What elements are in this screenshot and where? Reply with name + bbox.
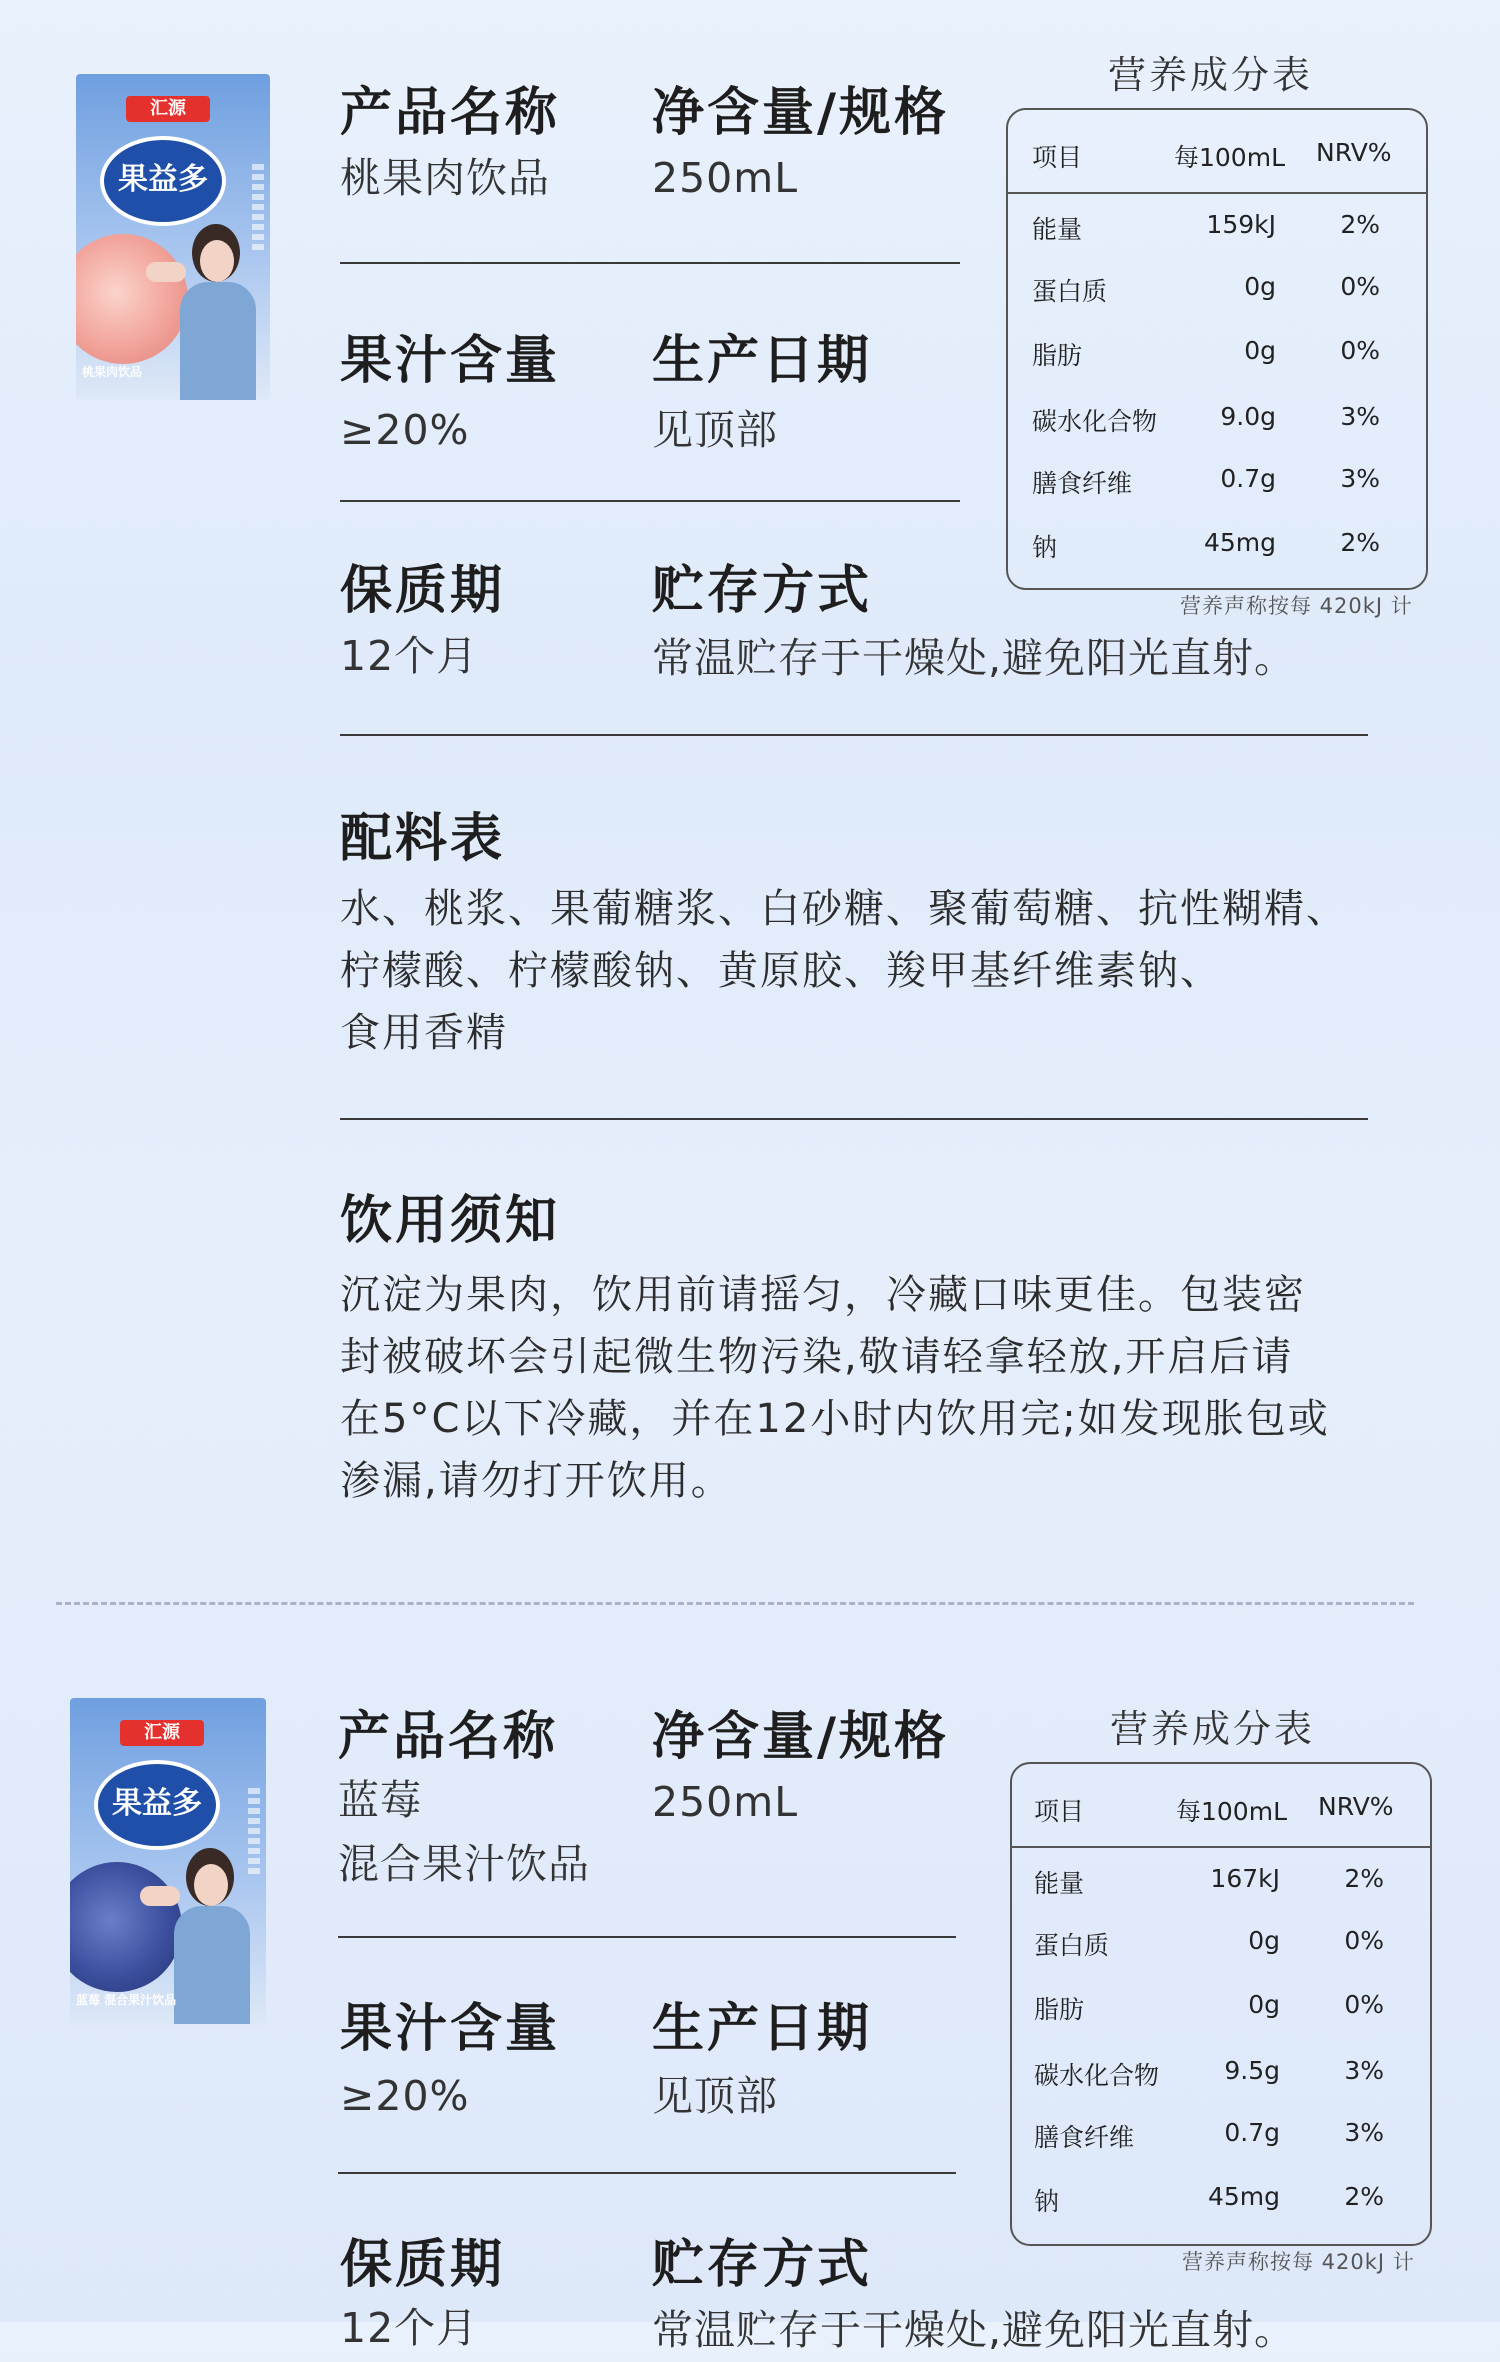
product-name-value: 蓝莓 混合果汁饮品 [338, 1776, 590, 1888]
storage-label: 贮存方式 [652, 561, 873, 621]
volume-label: 净含量/规格 [652, 83, 949, 143]
storage-value: 常温贮存于干燥处,避免阳光直射。 [652, 634, 1297, 682]
storage-label: 贮存方式 [652, 2235, 873, 2295]
juice-content-label: 果汁含量 [340, 331, 561, 391]
production-date-label: 生产日期 [652, 1999, 873, 2059]
brand-name-badge: 果益多 [100, 136, 226, 226]
nutrition-table: 项目 每100mL NRV% 能量 159kJ 2% 蛋白质 0g 0% 脂肪 0g 0% 碳水化合物 9.0g 3% 膳食纤维 0.7g 3% 钠 45mg 2% [1006, 108, 1428, 590]
product-image-peach [76, 74, 270, 400]
production-date-label: 生产日期 [652, 331, 873, 391]
ingredients-label: 配料表 [340, 809, 506, 869]
storage-value: 常温贮存于干燥处,避免阳光直射。 [652, 2306, 1297, 2354]
volume-value: 250mL [652, 1778, 799, 1826]
production-date-value: 见顶部 [652, 406, 778, 454]
juice-content-value: ≥20% [340, 2072, 470, 2120]
shelf-life-value: 12个月 [340, 2304, 479, 2352]
shelf-life-label: 保质期 [340, 2235, 506, 2295]
shelf-life-value: 12个月 [340, 632, 479, 680]
product-name-label: 产品名称 [338, 1707, 559, 1767]
juice-content-value: ≥20% [340, 406, 470, 454]
section-separator [56, 1602, 1414, 1605]
nutrition-table-title: 营养成分表 [1108, 53, 1314, 97]
divider [340, 1118, 1368, 1120]
nutrition-note: 营养声称按每 420kJ 计 [1182, 2250, 1415, 2274]
shelf-life-label: 保质期 [340, 561, 506, 621]
nutrition-table-header: 项目 每100mL NRV% [1012, 1764, 1430, 1848]
volume-label: 净含量/规格 [652, 1707, 949, 1767]
brand-name-badge: 果益多 [94, 1760, 220, 1850]
ingredients-text: 水、桃浆、果葡糖浆、白砂糖、聚葡萄糖、抗性糊精、 柠檬酸、柠檬酸钠、黄原胶、羧甲基纤维素钠、 食用香精 [340, 886, 1348, 1056]
product-name-value: 桃果肉饮品 [340, 154, 550, 202]
brand-logo: 汇源 [126, 96, 210, 122]
nutrition-table: 项目 每100mL NRV% 能量 167kJ 2% 蛋白质 0g 0% 脂肪 0g 0% 碳水化合物 9.5g 3% 膳食纤维 0.7g 3% 钠 45mg 2% [1010, 1762, 1432, 2246]
nutrition-table-header: 项目 每100mL NRV% [1008, 110, 1426, 194]
drinking-notice-text: 沉淀为果肉，饮用前请摇匀，冷藏口味更佳。包装密 封被破坏会引起微生物污染,敬请轻拿轻放,开启后请 在5°C以下冷藏，并在12小时内饮用完;如发现胀包或 渗漏,请勿打开饮用。 [340, 1272, 1330, 1504]
nutrition-table-title: 营养成分表 [1110, 1707, 1316, 1751]
product-name-label: 产品名称 [340, 83, 561, 143]
volume-value: 250mL [652, 154, 799, 202]
divider [338, 1936, 956, 1938]
divider [338, 2172, 956, 2174]
divider [340, 500, 960, 502]
nutrition-note: 营养声称按每 420kJ 计 [1180, 594, 1413, 618]
production-date-value: 见顶部 [652, 2072, 778, 2120]
divider [340, 262, 960, 264]
drinking-notice-label: 饮用须知 [340, 1191, 561, 1251]
brand-logo: 汇源 [120, 1720, 204, 1746]
divider [340, 734, 1368, 736]
product-image-blueberry [70, 1698, 266, 2028]
pack-caption: 桃果肉饮品 [82, 365, 143, 379]
pack-caption: 蓝莓 混合果汁饮品 [76, 1993, 177, 2007]
juice-content-label: 果汁含量 [340, 1999, 561, 2059]
